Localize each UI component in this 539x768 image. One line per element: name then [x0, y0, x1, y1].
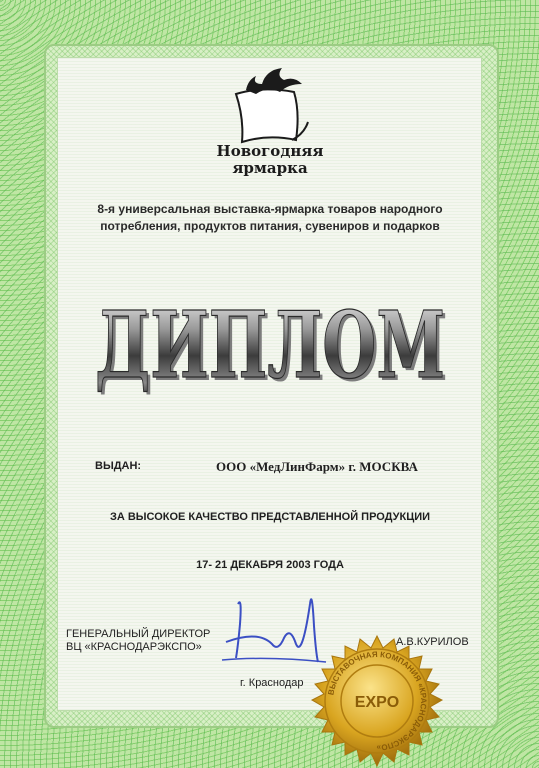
- event-subtitle: 8-я универсальная выставка-ярмарка товаров народного потребления, продуктов питания, сувениров и подарков: [97, 202, 443, 233]
- city-label: г. Краснодар: [240, 677, 304, 689]
- svg-text:ДИПЛОМ: ДИПЛОМ: [95, 292, 445, 399]
- issued-label: ВЫДАН:: [95, 460, 142, 472]
- award-reason: ЗА ВЫСОКОЕ КАЧЕСТВО ПРЕДСТАВЛЕННОЙ ПРОДУКЦИИ: [109, 511, 431, 523]
- diploma-title: [80, 292, 460, 402]
- recipient-name: ООО «МедЛинФарм» г. МОСКВА: [216, 459, 418, 474]
- svg-text:ВЫСТАВОЧНАЯ КОМПАНИЯ «КРАСНОДА: ВЫСТАВОЧНАЯ КОМПАНИЯ «КРАСНОДАРЭКСПО»: [326, 649, 429, 753]
- svg-text:EXPO: EXPO: [354, 694, 400, 711]
- fair-logo-icon: [222, 62, 318, 152]
- gold-seal-icon: [306, 634, 448, 768]
- svg-text:ДИПЛОМ: ДИПЛОМ: [98, 294, 448, 402]
- director-title: ГЕНЕРАЛЬНЫЙ ДИРЕКТОР ВЦ «КРАСНОДАРЭКСПО»: [66, 628, 211, 653]
- fair-logo-text: Новогодняя ярмарка: [216, 142, 324, 177]
- director-name: А.В.КУРИЛОВ: [396, 636, 469, 648]
- event-dates: 17- 21 ДЕКАБРЯ 2003 ГОДА: [196, 559, 344, 571]
